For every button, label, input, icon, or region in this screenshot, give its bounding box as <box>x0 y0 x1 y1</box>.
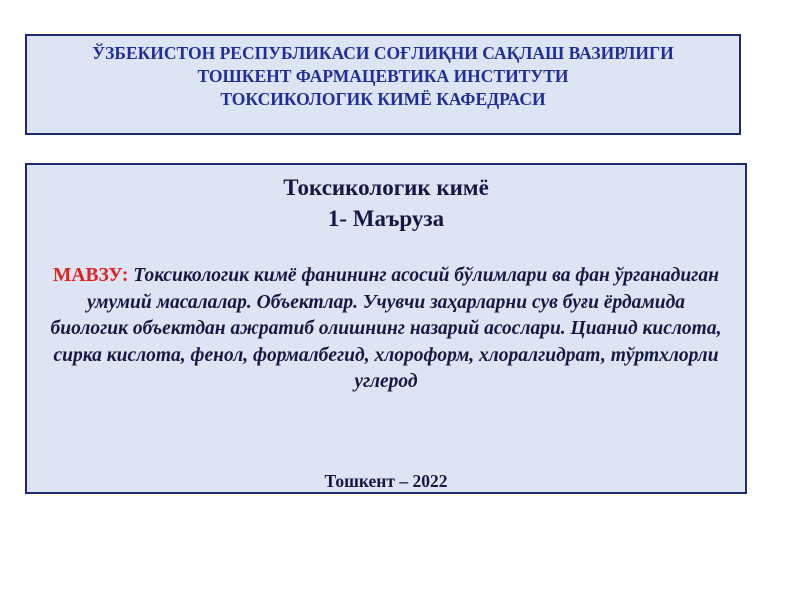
lecture-topic <box>49 263 723 396</box>
course-title: Токсикологик кимё <box>283 175 489 200</box>
city-year: Тошкент – 2022 <box>324 471 448 491</box>
institution-header <box>25 34 741 135</box>
topic-label: МАВЗУ: <box>53 265 129 286</box>
ministry-name: ЎЗБЕКИСТОН РЕСПУБЛИКАСИ СОҒЛИҚНИ САҚЛАШ ВАЗИРЛИГИ <box>92 43 674 63</box>
department-name: ТОКСИКОЛОГИК КИМЁ КАФЕДРАСИ <box>220 89 546 109</box>
lecture-number: 1- Маъруза <box>327 206 445 231</box>
institute-name: ТОШКЕНТ ФАРМАЦЕВТИКА ИНСТИТУТИ <box>197 66 569 86</box>
topic-text: Токсикологик кимё фанининг асосий бўлимлари ва фан ўрганадиган умумий масалалар. Объектлар. Учувчи заҳарларни сув буғи ёрдамида биологик объектдан ажратиб олишнинг назарий асослари. Цианид кислота, сирка кислота, фенол, формалбегид, хлороформ, хлоралгидрат, тўртхлорли углерод <box>50 265 722 392</box>
lecture-info-box <box>25 163 747 494</box>
